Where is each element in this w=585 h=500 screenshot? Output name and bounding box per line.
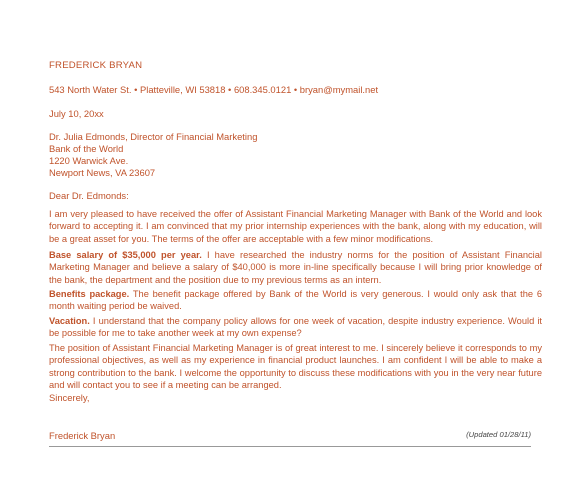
recipient-line-3: 1220 Warwick Ave. [49,155,129,166]
paragraph-benefits [49,288,542,313]
recipient-line-4: Newport News, VA 23607 [49,167,156,178]
updated-note: (Updated 01/28/11) [466,430,531,439]
footer-divider [49,446,531,447]
salary-text: I have researched the industry norms for the position of Assistant Financial Marketing Manager and believe a salary of $40,000 is more in-line specifically because I will bring prior knowledge of the bank, the department and the position due to my previous terms as an intern. [49,250,542,285]
benefits-text: The benefit package offered by Bank of the World is very generous. I would only ask that the 6 month waiting period be waived. [49,289,542,312]
vacation-text: I understand that the company policy allows for one week of vacation, despite industry experience. Would it be possible for me to take another week at my own expense? [49,316,542,339]
recipient-line-1: Dr. Julia Edmonds, Director of Financial Marketing [49,131,258,142]
paragraph-salary [49,249,542,286]
paragraph-closing: The position of Assistant Financial Marketing Manager is of great interest to me. I sincerely believe it corresponds to my professional objectives, as well as my experience in financial product launches. I am confident I will be able to make a strong contribution to the bank. I welcome the opportunity to discuss these modifications with you in the very near future and will contact you to see if a meeting can be arranged. [49,343,542,390]
signoff: Sincerely, [49,392,90,403]
paragraph-intro: I am very pleased to have received the offer of Assistant Financial Marketing Manager with Bank of the World and look forward to accepting it. I am convinced that my prior internship experiences with the bank, along with my education, will be a great asset for you. The terms of the offer are acceptable with a few minor modifications. [49,209,542,244]
salary-label: Base salary of $35,000 per year. [49,250,202,260]
letter-date: July 10, 20xx [49,108,104,119]
vacation-label: Vacation. [49,316,90,326]
recipient-line-2: Bank of the World [49,143,124,154]
sender-address: 543 North Water St. • Platteville, WI 53818 • 608.345.0121 • bryan@mymail.net [49,84,379,95]
benefits-label: Benefits package. [49,289,130,299]
paragraph-vacation [49,315,542,340]
signature-name: Frederick Bryan [49,430,116,441]
salutation: Dear Dr. Edmonds: [49,190,129,201]
sender-name: FREDERICK BRYAN [49,60,143,71]
